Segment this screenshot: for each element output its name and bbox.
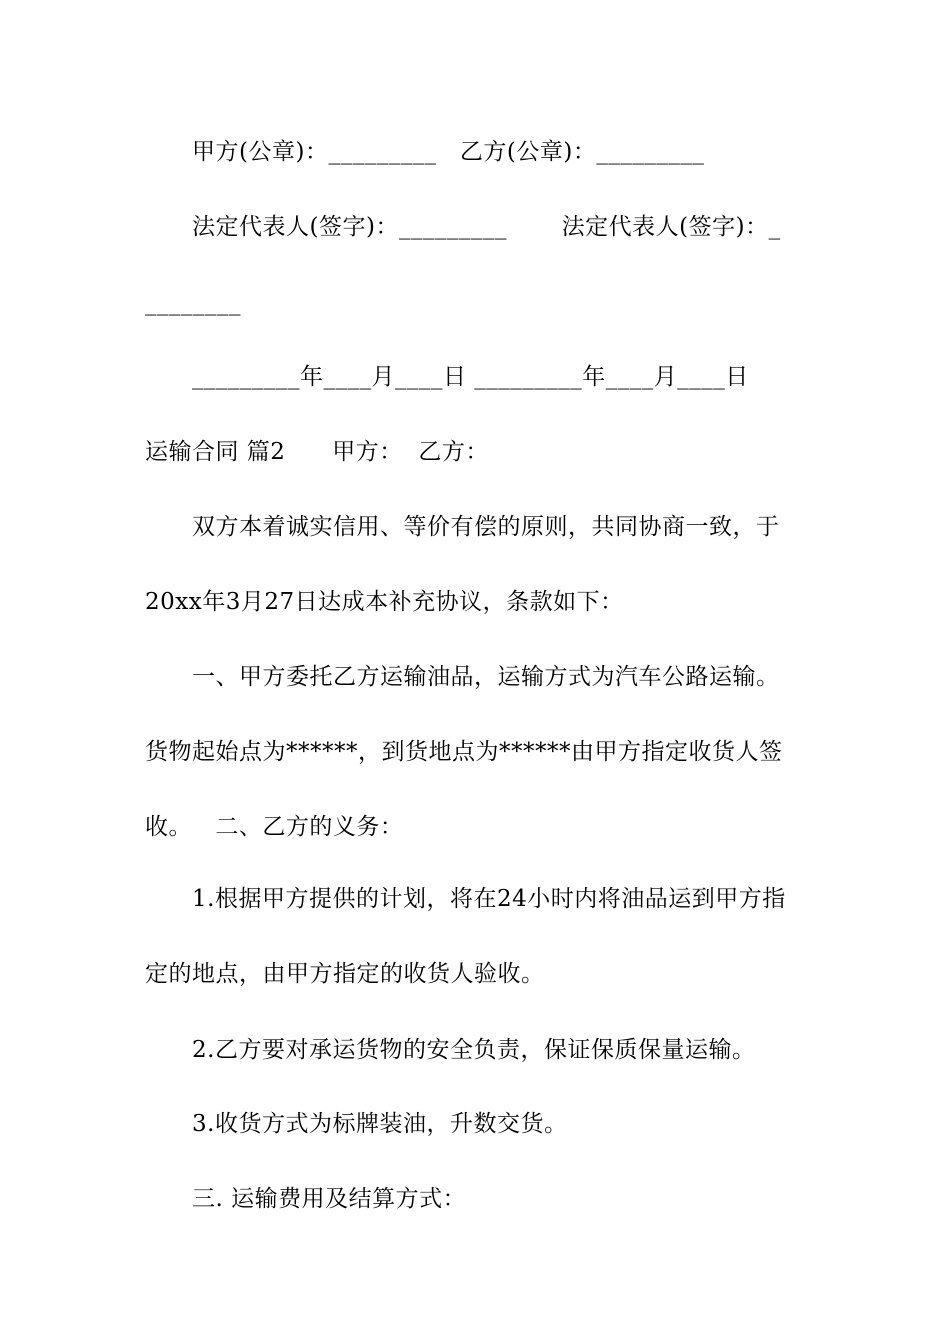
paragraph-line: 定的地点，由甲方指定的收货人验收。 [145, 961, 545, 987]
paragraph-line: 货物起始点为******，到货地点为******由甲方指定收货人签 [145, 739, 783, 765]
paragraph-line: 一、甲方委托乙方运输油品，运输方式为汽车公路运输。 [192, 664, 780, 690]
paragraph-line: 1.根据甲方提供的计划，将在24小时内将油品运到甲方指 [192, 886, 786, 912]
paragraph-line: 双方本着诚实信用、等价有偿的原则，共同协商一致，于 [192, 514, 780, 540]
paragraph-line: 20xx年3月27日达成本补充协议，条款如下： [145, 589, 624, 615]
paragraph-line: 3.收货方式为标牌装油，升数交货。 [192, 1111, 568, 1137]
paragraph-line: 收。 二、乙方的义务： [145, 814, 404, 840]
paragraph-line: 2.乙方要对承运货物的安全负责，保证保质保量运输。 [192, 1037, 756, 1063]
signature-representatives-line: 法定代表人(签字)：_________ 法定代表人(签字)：_ [192, 214, 781, 240]
section-heading-contract-2: 运输合同 篇2 甲方： 乙方： [145, 439, 489, 465]
signature-dates-line: _________年____月____日 _________年____月____日 [192, 364, 749, 390]
signature-party-seals-line: 甲方(公章)：_________ 乙方(公章)：_________ [192, 139, 705, 165]
signature-representatives-line-continued: ________ [145, 290, 241, 316]
section-heading-fees: 三. 运输费用及结算方式： [192, 1186, 467, 1212]
